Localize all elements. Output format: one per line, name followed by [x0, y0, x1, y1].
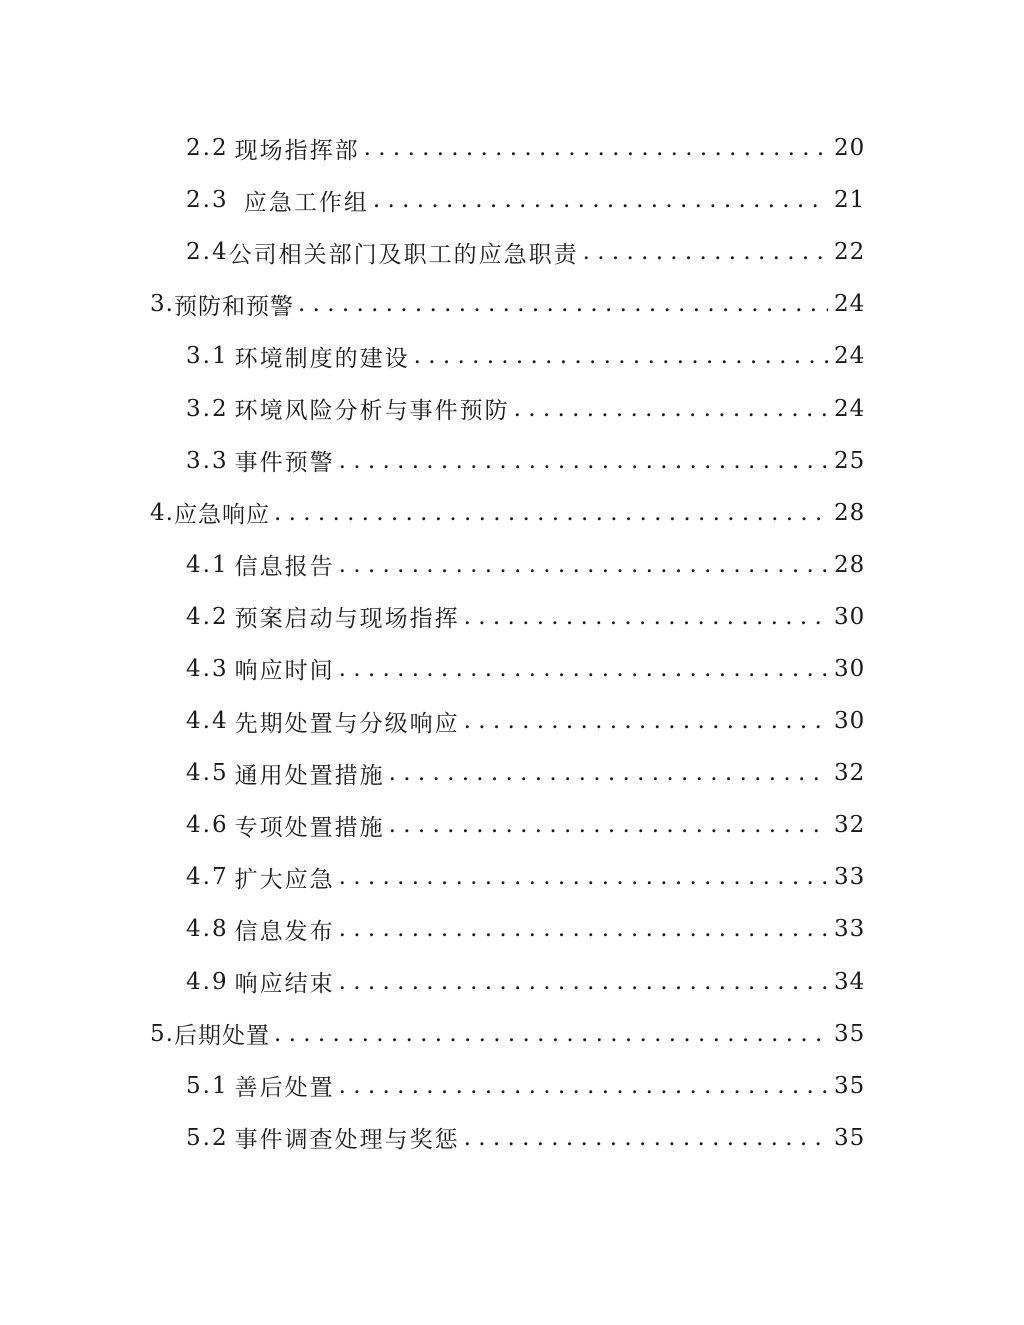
- toc-entry[interactable]: [0, 799, 1024, 851]
- toc-entry[interactable]: [0, 747, 1024, 799]
- dot-leader: [364, 135, 828, 161]
- entry-title: 信息发布: [234, 918, 335, 945]
- dot-leader: [298, 291, 828, 317]
- entry-number: 3.3: [186, 447, 229, 474]
- dot-leader: [514, 396, 828, 422]
- toc-entry[interactable]: [0, 851, 1024, 903]
- entry-number: 5.1: [186, 1072, 229, 1099]
- entry-number: 3.2: [186, 395, 229, 422]
- dot-leader: [464, 708, 828, 734]
- entry-title: 先期处置与分级响应: [234, 710, 460, 737]
- entry-number: 4.6: [186, 812, 229, 839]
- entry-title: 应急工作组: [234, 189, 369, 216]
- entry-title: 信息报告: [234, 554, 335, 581]
- dot-leader: [339, 552, 828, 578]
- entry-title: 预案启动与现场指挥: [234, 606, 460, 633]
- entry-title: 响应结束: [234, 971, 335, 998]
- entry-number: 4.5: [186, 760, 229, 787]
- entry-number: 5.2: [186, 1124, 229, 1151]
- toc-entry[interactable]: [0, 1060, 1024, 1112]
- entry-number: 4.7: [186, 864, 229, 891]
- dot-leader: [464, 1125, 828, 1151]
- entry-page-number: 28: [834, 499, 866, 526]
- toc-entry[interactable]: [0, 330, 1024, 382]
- entry-page-number: 28: [834, 551, 866, 578]
- entry-title: 后期处置: [173, 1023, 270, 1050]
- entry-number: 4.: [150, 499, 174, 526]
- entry-number: 4.1: [186, 551, 229, 578]
- entry-page-number: 21: [834, 187, 866, 214]
- dot-leader: [274, 1021, 828, 1047]
- entry-page-number: 24: [834, 291, 866, 318]
- entry-title: 专项处置措施: [234, 814, 385, 841]
- entry-page-number: 32: [834, 812, 866, 839]
- entry-page-number: 30: [834, 655, 866, 682]
- entry-page-number: 35: [834, 1072, 866, 1099]
- toc-entry[interactable]: [0, 1008, 1024, 1060]
- entry-page-number: 22: [834, 239, 866, 266]
- toc-entry[interactable]: [0, 956, 1024, 1008]
- dot-leader: [339, 656, 828, 682]
- entry-page-number: 30: [834, 708, 866, 735]
- toc-entry[interactable]: [0, 278, 1024, 330]
- toc-entry[interactable]: [0, 539, 1024, 591]
- entry-number: 2.2: [186, 135, 229, 162]
- entry-page-number: 30: [834, 603, 866, 630]
- dot-leader: [339, 1073, 828, 1099]
- entry-page-number: 20: [834, 135, 866, 162]
- toc-entry[interactable]: [0, 487, 1024, 539]
- toc-entry[interactable]: [0, 903, 1024, 955]
- entry-title: 环境制度的建设: [234, 345, 410, 372]
- dot-leader: [389, 760, 828, 786]
- dot-leader: [339, 916, 828, 942]
- toc-entry[interactable]: [0, 1112, 1024, 1164]
- entry-title: 环境风险分析与事件预防: [234, 398, 510, 425]
- dot-leader: [414, 343, 828, 369]
- entry-number: 4.9: [186, 968, 229, 995]
- entry-title: 通用处置措施: [234, 762, 385, 789]
- dot-leader: [339, 864, 828, 890]
- entry-page-number: 24: [834, 395, 866, 422]
- entry-title: 善后处置: [234, 1075, 335, 1102]
- toc-entry[interactable]: [0, 174, 1024, 226]
- toc-entry[interactable]: [0, 382, 1024, 434]
- dot-leader: [373, 187, 828, 213]
- dot-leader: [389, 812, 828, 838]
- entry-page-number: 34: [834, 968, 866, 995]
- toc-entry[interactable]: [0, 695, 1024, 747]
- dot-leader: [339, 448, 828, 474]
- entry-title: 应急响应: [173, 502, 270, 529]
- entry-page-number: 24: [834, 343, 866, 370]
- toc-entry[interactable]: [0, 643, 1024, 695]
- dot-leader: [274, 500, 828, 526]
- entry-number: 3.: [150, 291, 174, 318]
- entry-title: 扩大应急: [234, 866, 335, 893]
- entry-title: 事件调查处理与奖惩: [234, 1127, 460, 1154]
- entry-number: 4.4: [186, 708, 229, 735]
- entry-number: 4.3: [186, 655, 229, 682]
- entry-page-number: 32: [834, 760, 866, 787]
- entry-page-number: 33: [834, 916, 866, 943]
- entry-title: 响应时间: [234, 658, 335, 685]
- entry-page-number: 35: [834, 1020, 866, 1047]
- entry-number: 3.1: [186, 343, 229, 370]
- dot-leader: [583, 239, 828, 265]
- toc-entry[interactable]: [0, 591, 1024, 643]
- entry-number: 4.2: [186, 603, 229, 630]
- entry-title: 预防和预警: [173, 293, 294, 320]
- entry-page-number: 33: [834, 864, 866, 891]
- entry-title: 事件预警: [234, 450, 335, 477]
- entry-page-number: 25: [834, 447, 866, 474]
- entry-title: 公司相关部门及职工的应急职责: [228, 241, 579, 268]
- entry-number: 4.8: [186, 916, 229, 943]
- entry-title: 现场指挥部: [234, 137, 360, 164]
- entry-number: 2.4: [186, 239, 229, 266]
- table-of-contents: [0, 122, 1024, 1164]
- entry-page-number: 35: [834, 1124, 866, 1151]
- entry-number: 2.3: [186, 187, 229, 214]
- dot-leader: [464, 604, 828, 630]
- toc-entry[interactable]: [0, 226, 1024, 278]
- dot-leader: [339, 969, 828, 995]
- toc-entry[interactable]: [0, 435, 1024, 487]
- toc-entry[interactable]: [0, 122, 1024, 174]
- entry-number: 5.: [150, 1020, 174, 1047]
